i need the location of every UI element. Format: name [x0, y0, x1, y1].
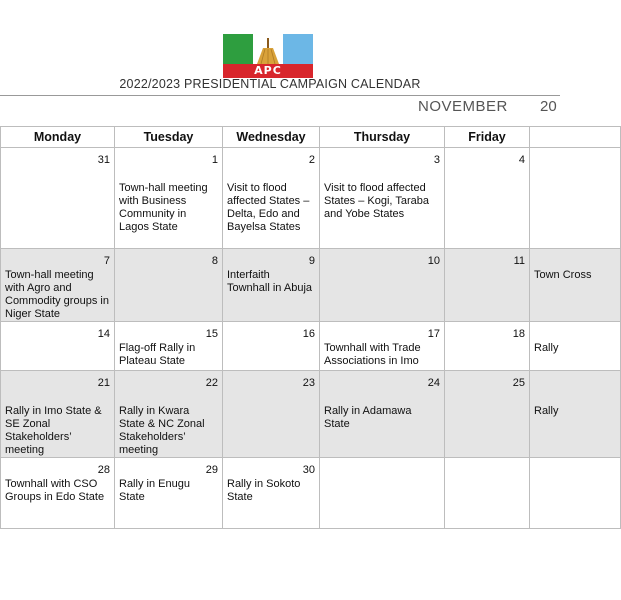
- day-number: 9: [308, 255, 315, 267]
- day-number: 3: [433, 154, 440, 166]
- day-number: 28: [97, 464, 110, 476]
- day-cell: [320, 322, 445, 371]
- week-row: [1, 249, 621, 322]
- day-number: 16: [302, 328, 315, 340]
- month-label: NOVEMBER: [418, 98, 508, 115]
- day-cell: [320, 249, 445, 322]
- day-number: 31: [97, 154, 110, 166]
- day-number: 30: [302, 464, 315, 476]
- event-text: Town-hall meeting with Agro and Commodity groups in Niger State: [5, 269, 109, 320]
- day-number: 7: [103, 255, 110, 267]
- day-number: 23: [302, 377, 315, 389]
- day-cell: [530, 371, 621, 458]
- day-cell: [530, 249, 621, 322]
- day-number: 21: [97, 377, 110, 389]
- logo-text: APC: [223, 64, 313, 78]
- event-text: Visit to flood affected States – Kogi, Taraba and Yobe States: [324, 182, 429, 220]
- day-cell: [1, 322, 115, 371]
- apc-logo: [223, 34, 313, 78]
- day-number: 25: [512, 377, 525, 389]
- day-cell: [445, 249, 530, 322]
- day-cell: [1, 249, 115, 322]
- header-saturday: [530, 127, 621, 148]
- day-number: 10: [427, 255, 440, 267]
- week-row: [1, 148, 621, 249]
- day-cell: [320, 148, 445, 249]
- event-text: Townhall with CSO Groups in Edo State: [5, 478, 105, 503]
- event-text: Town-hall meeting with Business Community in Lagos State: [119, 182, 208, 233]
- event-text: Flag-off Rally in Plateau State: [119, 342, 196, 367]
- week-row: [1, 322, 621, 371]
- day-number: 8: [211, 255, 218, 267]
- day-cell: [530, 148, 621, 249]
- event-text: Rally: [534, 405, 559, 417]
- day-cell: [445, 458, 530, 529]
- calendar-table: [0, 126, 621, 529]
- day-cell: [445, 322, 530, 371]
- day-cell: [223, 458, 320, 529]
- year-label: 20: [540, 98, 557, 115]
- day-cell: [115, 371, 223, 458]
- event-text: Rally in Kwara State & NC Zonal Stakeholders’ meeting: [119, 405, 205, 456]
- header-tuesday: Tuesday: [115, 127, 223, 148]
- event-text: Rally in Imo State & SE Zonal Stakeholders’ meeting: [5, 405, 102, 456]
- day-cell: [115, 249, 223, 322]
- header-divider: [0, 95, 560, 96]
- day-cell: [1, 148, 115, 249]
- day-number: 22: [205, 377, 218, 389]
- event-text: Interfaith Townhall in Abuja: [227, 269, 313, 294]
- weekday-header-row: [1, 127, 621, 148]
- page-title: 2022/2023 PRESIDENTIAL CAMPAIGN CALENDAR: [119, 77, 421, 91]
- day-number: 14: [97, 328, 110, 340]
- day-cell: [223, 371, 320, 458]
- day-number: 4: [518, 154, 525, 166]
- day-number: 18: [512, 328, 525, 340]
- day-number: 17: [427, 328, 440, 340]
- day-cell: [530, 322, 621, 371]
- day-cell: [223, 249, 320, 322]
- event-text: Rally in Enugu State: [119, 478, 190, 503]
- event-text: Town Cross: [534, 269, 592, 281]
- week-row: [1, 458, 621, 529]
- event-text: Rally in Sokoto State: [227, 478, 301, 503]
- day-cell: [320, 371, 445, 458]
- day-cell: [115, 458, 223, 529]
- week-row: [1, 371, 621, 458]
- day-number: 1: [211, 154, 218, 166]
- day-cell: [1, 371, 115, 458]
- day-number: 2: [308, 154, 315, 166]
- day-cell: [320, 458, 445, 529]
- event-text: Visit to flood affected States – Delta, Edo and Bayelsa States: [227, 182, 310, 233]
- day-number: 11: [513, 255, 525, 267]
- day-cell: [115, 322, 223, 371]
- day-cell: [445, 371, 530, 458]
- day-cell: [445, 148, 530, 249]
- day-cell: [115, 148, 223, 249]
- event-text: Townhall with Trade Associations in Imo: [324, 342, 421, 367]
- day-cell: [1, 458, 115, 529]
- header-monday: Monday: [1, 127, 115, 148]
- day-cell: [223, 322, 320, 371]
- day-cell: [530, 458, 621, 529]
- event-text: Rally in Adamawa State: [324, 405, 412, 430]
- header-friday: Friday: [445, 127, 530, 148]
- header-wednesday: Wednesday: [223, 127, 320, 148]
- day-number: 15: [205, 328, 218, 340]
- day-cell: [223, 148, 320, 249]
- day-number: 29: [205, 464, 218, 476]
- broom-icon: [223, 34, 313, 66]
- header-thursday: Thursday: [320, 127, 445, 148]
- event-text: Rally: [534, 342, 559, 354]
- day-number: 24: [427, 377, 440, 389]
